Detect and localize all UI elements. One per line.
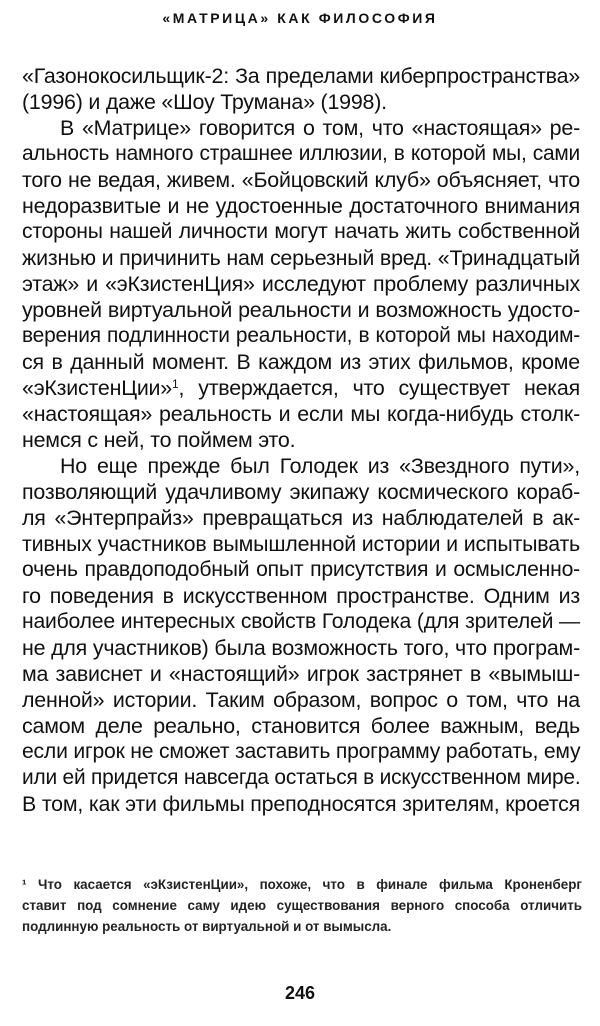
text-line: очень правдоподобный опыт присутствия и осмысленно-: [22, 558, 580, 581]
text-line: жизнью и причинить нам серьезный вред. «Тринадцатый: [22, 246, 580, 270]
text-line: не для участников) была возможность того, что програм-: [22, 636, 580, 660]
text-line: ма зависнет и «настоящий» игрок застрянет в «вымыш-: [22, 662, 580, 686]
text-line: тивных участников вымышленной истории и испытывать: [22, 532, 580, 556]
running-head: «МАТРИЦА» КАК ФИЛОСОФИЯ: [162, 10, 438, 26]
text-line: альность намного страшнее иллюзии, в которой мы, сами: [22, 142, 580, 165]
footnote: [22, 874, 582, 937]
text-fragment: , утверждается, что существует некая: [178, 376, 580, 400]
text-line: уровней виртуальной реальности и возможность удосто-: [22, 298, 580, 322]
footnote-line: ставит под сомнение саму идею существования верного способа отличить: [22, 898, 582, 913]
text-line: или ей придется навсегда остаться в искусственном мире.: [22, 766, 581, 789]
text-line: верения подлинности реальности, в которой мы находим-: [22, 324, 580, 347]
text-line: стороны нашей личности могут начать жить собственной: [22, 220, 580, 243]
text-line: го поведения в искусственном пространстве. Одним из: [22, 584, 580, 608]
text-line: если игрок не сможет заставить программу работать, ему: [22, 740, 581, 763]
text-line: наиболее интересных свойств Голодека (для зрителей —: [22, 610, 580, 633]
text-line: самом деле реально, становится более важным, ведь: [22, 714, 580, 738]
footnote-line: подлинную реальность от виртуальной и от вымысла.: [22, 919, 392, 934]
text-line: (1996) и даже «Шоу Трумана» (1998).: [22, 90, 387, 114]
text-line: недоразвитые и не удостоенные достаточного внимания: [22, 194, 580, 218]
text-line: В том, как эти фильмы преподносятся зрителям, кроется: [22, 792, 580, 816]
text-line: «настоящая» реальность и если мы когда-нибудь столк-: [22, 402, 580, 426]
text-line: позволяющий удачливому экипажу космического кораб-: [22, 480, 580, 504]
paragraph-start-line: В «Матрице» говорится о том, что «настоящая» ре-: [60, 116, 580, 140]
text-line: ленной» истории. Таким образом, вопрос о том, что на: [22, 688, 580, 712]
footnote-reference[interactable]: 1: [172, 377, 179, 391]
text-fragment: «эКзистенЦии»: [22, 376, 173, 400]
text-line: «Газонокосильщик-2: За пределами киберпространства»: [22, 64, 580, 88]
text-line: ся в данный момент. В каждом из этих фильмов, кроме: [22, 350, 580, 374]
footnote-line: ¹ Что касается «эКзистенЦии», похоже, что в финале фильма Кроненберг: [22, 877, 582, 892]
body-text: [22, 63, 580, 817]
text-line-with-footnote: [22, 375, 580, 401]
text-line: немся с ней, то поймем это.: [22, 428, 296, 452]
text-line: ля «Энтерпрайз» превращаться из наблюдателей в ак-: [22, 506, 580, 530]
paragraph-start-line: Но еще прежде был Голодек из «Звездного пути»,: [60, 454, 580, 478]
text-line: того не ведая, живем. «Бойцовский клуб» объясняет, что: [22, 168, 580, 192]
page-number: 246: [284, 983, 316, 1003]
text-line: этаж» и «эКзистенЦия» исследуют проблему различных: [22, 272, 580, 296]
